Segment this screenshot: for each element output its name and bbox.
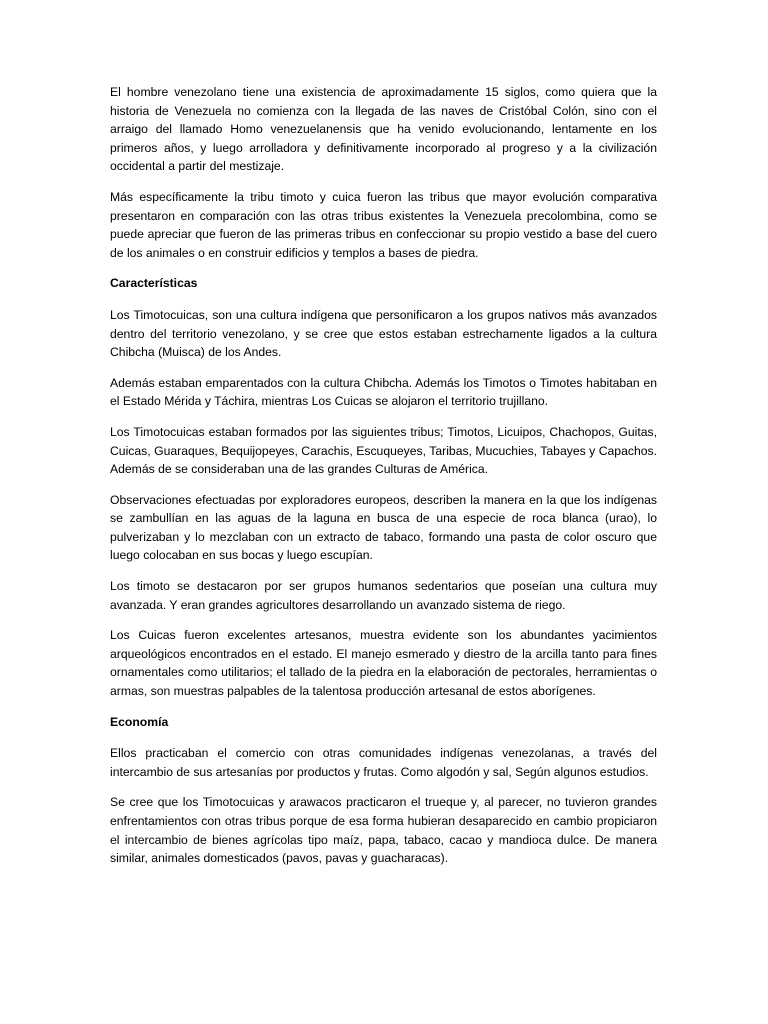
paragraph-sedentarios: Los timoto se destacaron por ser grupos humanos sedentarios que poseían una cultura muy avanzada. Y eran grandes agricultores desarrollando un avanzado sistema de riego.	[110, 579, 657, 612]
paragraph-trueque: Se cree que los Timotocuicas y arawacos practicaron el trueque y, al parecer, no tuvieron grandes enfrentamientos con otras tribus porque de esa forma hubieran desaparecido en cambio propiciaron el intercambio de bienes agrícolas tipo maíz, papa, tabaco, cacao y mandioca dulce. De manera similar, animales domesticados (pavos, pavas y guacharacas).	[110, 795, 657, 866]
paragraph-timotocuicas: Los Timotocuicas, son una cultura indígena que personificaron a los grupos nativos más avanzados dentro del territorio venezolano, y se cree que estos estaban estrechamente ligados a la cultura Chibcha (Muisca) de los Andes.	[110, 307, 657, 360]
paragraph-tribus: Los Timotocuicas estaban formados por las siguientes tribus; Timotos, Licuipos, Chachopos, Guitas, Cuicas, Guaraques, Bequijopeyes, Carachis, Escuqueyes, Taribas, Mucuchies, Tabayes y Capachos. Además de se consideraban una de las grandes Culturas de América.	[110, 424, 657, 477]
paragraph-observaciones: Observaciones efectuadas por exploradores europeos, describen la manera en la que los indígenas se zambullían en las aguas de la laguna en busca de una especie de roca blanca (urao), lo pulverizaban y lo mezclaban con un extracto de tabaco, formando una pasta de color oscuro que luego colocaban en sus bocas y luego escupían.	[110, 492, 657, 563]
paragraph-emparentados: Además estaban emparentados con la cultura Chibcha. Además los Timotos o Timotes habitaban en el Estado Mérida y Táchira, mientras Los Cuicas se alojaron el territorio trujillano.	[110, 375, 657, 409]
paragraph-timoto-cuica: Más específicamente la tribu timoto y cuica fueron las tribus que mayor evolución comparativa presentaron en comparación con las otras tribus existentes la Venezuela precolombina, como se puede apreciar que fueron de las primeras tribus en confeccionar su propio vestido a base del cuero de los animales o en construir edificios y templos a bases de piedra.	[110, 189, 657, 260]
document-body	[110, 83, 657, 880]
heading-economia: Economía	[110, 714, 169, 729]
paragraph-artesanos: Los Cuicas fueron excelentes artesanos, muestra evidente son los abundantes yacimientos arqueológicos encontrados en el estado. El manejo esmerado y diestro de la arcilla tanto para fines ornamentales como utilitarios; el tallado de la piedra en la elaboración de pectorales, herramientas o armas, son muestras palpables de la talentosa producción artesanal de estos aborígenes.	[110, 628, 657, 699]
paragraph-intro: El hombre venezolano tiene una existencia de aproximadamente 15 siglos, como quiera que la historia de Venezuela no comienza con la llegada de las naves de Cristóbal Colón, sino con el arraigo del llamado Homo venezuelanensis que ha venido evolucionando, lentamente en los primeros años, y luego arrolladora y definitivamente incorporado al progreso y a la civilización occidental a partir del mestizaje.	[110, 85, 657, 174]
heading-caracteristicas: Características	[110, 276, 198, 291]
paragraph-comercio: Ellos practicaban el comercio con otras comunidades indígenas venezolanas, a través del intercambio de sus artesanías por productos y frutas. Como algodón y sal, Según algunos estudios.	[110, 746, 657, 779]
